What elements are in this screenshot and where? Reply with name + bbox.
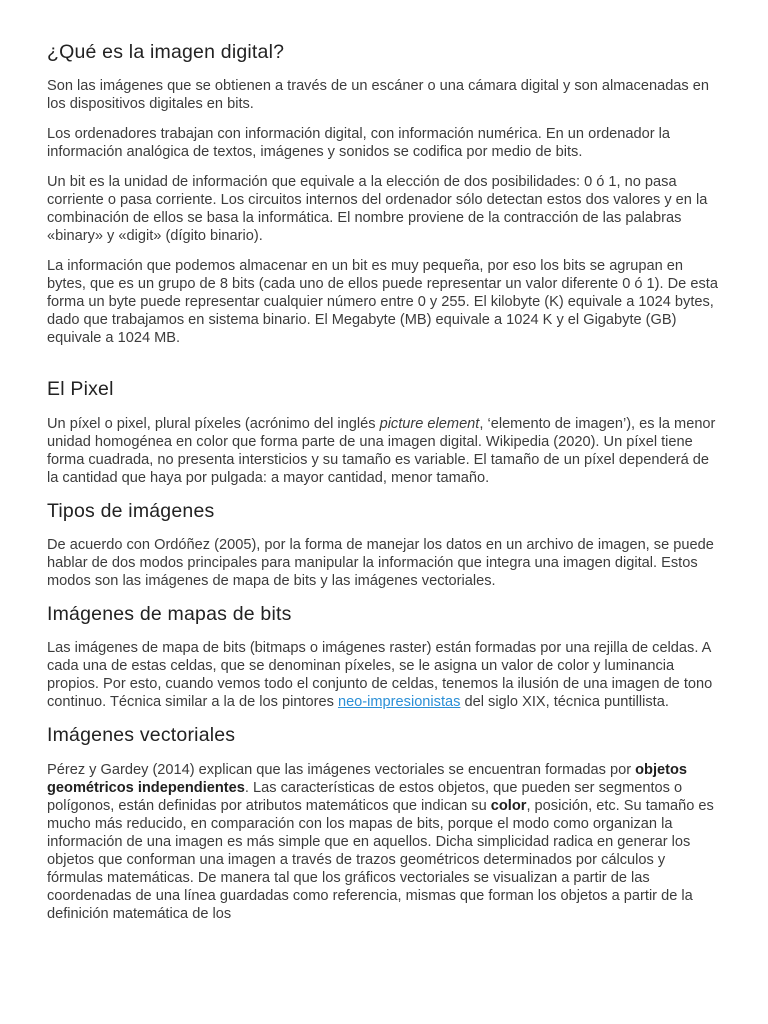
- paragraph: La información que podemos almacenar en un bit es muy pequeña, por eso los bits se agrupan en bytes, que es un grupo de 8 bits (cada uno de ellos puede representar un valor diferente 0 ó 1). De esta forma un byte puede representar cualquier número entre 0 y 255. El kilobyte (K) equivale a 1024 bytes, dado que trabajamos en sistema binario. El Megabyte (MB) equivale a 1024 K y el Gigabyte (GB) equivale a 1024 MB.: [47, 258, 718, 347]
- heading-pixel: El Pixel: [47, 378, 114, 401]
- heading-vectoriales: Imágenes vectoriales: [47, 724, 236, 747]
- text-run: del siglo XIX, técnica puntillista.: [460, 694, 669, 711]
- paragraph: Los ordenadores trabajan con información digital, con información numérica. En un ordenador la información analógica de textos, imágenes y sonidos se codifica por medio de bits.: [47, 126, 671, 161]
- text-run: Un píxel o pixel, plural píxeles (acrónimo del inglés: [47, 415, 380, 432]
- section-vectoriales: [47, 723, 718, 922]
- heading-tipos-imagenes: Tipos de imágenes: [47, 499, 215, 522]
- heading-imagen-digital: ¿Qué es la imagen digital?: [47, 41, 285, 63]
- neo-impresionistas-link[interactable]: neo-impresionistas: [337, 694, 461, 711]
- text-run: , ‘elemento de imagen’), es la menor unidad homogénea en color que forma parte de una imagen digital. Wikipedia (2020). Un píxel tiene forma cuadrada, no presenta intersticios y su tamaño es variable. El tamaño de un píxel dependerá de la cantidad que haya por pulgada: a mayor cantidad, menor tamaño.: [47, 415, 716, 486]
- section-pixel: [47, 377, 718, 486]
- text-run: Las imágenes de mapa de bits (bitmaps o imágenes raster) están formadas por una rejilla de celdas. A cada una de estas celdas, que se denominan píxeles, se le asigna un valor de color y luminancia propios. Por esto, cuando vemos todo el conjunto de celdas, tenemos la ilusión de una imagen de tono continuo. Técnica similar a la de los pintores: [47, 640, 713, 711]
- paragraph: [47, 415, 718, 487]
- section-imagen-digital: [47, 40, 718, 347]
- section-tipos-imagenes: [47, 499, 718, 590]
- strong-text: objetos geométricos independientes: [47, 761, 688, 796]
- emphasis-text: picture element: [379, 415, 480, 432]
- text-run: , posición, etc. Su tamaño es mucho más reducido, en comparación con los mapas de bits, porque el modo como organizan la información de una imagen es más simple que en aquellos. Dicha simplicidad radica en generar los objetos que conforman una imagen a través de trazos geométricos determinados por cálculos y fórmulas matemáticas. De manera tal que los gráficos vectoriales se visualizan a partir de las coordenadas de una línea guardadas como referencia, mismas que forman los objetos a partir de la definición matemática de los: [47, 797, 714, 922]
- text-run: Pérez y Gardey (2014) explican que las imágenes vectoriales se encuentran formadas por: [47, 761, 636, 778]
- paragraph: Un bit es la unidad de información que equivale a la elección de dos posibilidades: 0 ó 1, no pasa corriente o pasa corriente. Los circuitos internos del ordenador sólo detectan estos dos valores y en la combinación de ellos se basa la informática. El nombre proviene de la contracción de las palabras «binary» y «digit» (dígito binario).: [47, 174, 708, 245]
- paragraph: Son las imágenes que se obtienen a través de un escáner o una cámara digital y son almacenadas en los dispositivos digitales en bits.: [47, 78, 710, 113]
- paragraph: [47, 761, 718, 923]
- text-run: . Las características de estos objetos, que pueden ser segmentos o polígonos, están definidas por atributos matemáticos que indican su: [47, 779, 683, 814]
- paragraph: [47, 639, 718, 711]
- strong-text: color: [490, 797, 527, 814]
- paragraph: De acuerdo con Ordóñez (2005), por la forma de manejar los datos en un archivo de imagen, se puede hablar de dos modos principales para manipular la información que integra una imagen digital. Estos modos son las imágenes de mapa de bits y las imágenes vectoriales.: [47, 537, 714, 590]
- heading-mapas-de-bits: Imágenes de mapas de bits: [47, 603, 292, 626]
- section-mapas-de-bits: [47, 602, 718, 711]
